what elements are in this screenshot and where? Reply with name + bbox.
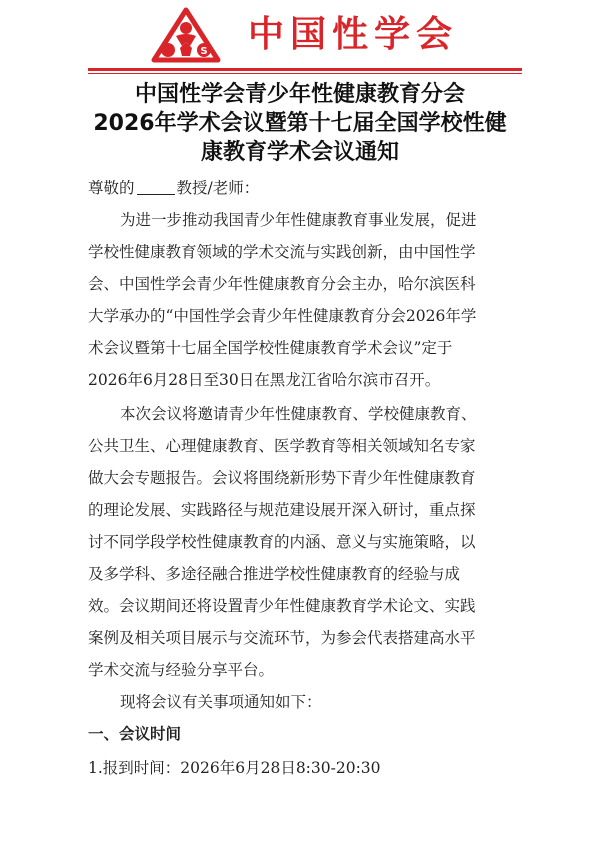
name-blank [137, 180, 175, 195]
letterhead [150, 6, 470, 64]
letterhead-rule-thick [88, 68, 522, 71]
salutation [88, 178, 259, 198]
p2-line: 效。会议期间还将设置青少年性健康教育学术论文、实践 [88, 597, 476, 615]
p1-line: 术会议暨第十七届全国学校性健康教育学术会议”定于 [88, 339, 453, 357]
salutation-suffix: 教授/老师： [176, 179, 260, 197]
section-item: 1.报到时间：2026年6月28日8:30-20:30 [88, 759, 381, 777]
p2-line: 做大会专题报告。会议将围绕新形势下青少年性健康教育 [88, 469, 476, 487]
p2-line: 讨不同学段学校性健康教育的内涵、意义与实施策略，以 [88, 533, 476, 551]
logo-badge: S [200, 46, 208, 57]
p1-line: 会、中国性学会青少年性健康教育分会主办，哈尔滨医科 [88, 275, 476, 293]
notice-title [60, 80, 540, 167]
p3-line: 现将会议有关事项通知如下： [120, 693, 322, 711]
p2-line: 学术交流与经验分享平台。 [88, 661, 275, 679]
p1-line: 大学承办的“中国性学会青少年性健康教育分会2026年学 [88, 307, 477, 325]
p2-line: 本次会议将邀请青少年性健康教育、学校健康教育、 [120, 405, 477, 423]
p1-line: 学校性健康教育领域的学术交流与实践创新，由中国性学 [88, 243, 476, 261]
society-logo-icon [150, 6, 222, 64]
p2-line: 公共卫生、心理健康教育、医学教育等相关领域知名专家 [88, 437, 476, 455]
org-name: 中国性学会 [248, 13, 459, 55]
section-heading: 一、会议时间 [88, 725, 182, 743]
p1-line: 2026年6月28日至30日在黑龙江省哈尔滨市召开。 [88, 371, 441, 389]
title-line-2: 2026年学术会议暨第十七届全国学校性健 [93, 111, 507, 136]
letterhead-rule-thin [88, 73, 522, 74]
p2-line: 的理论发展、实践路径与规范建设展开深入研讨，重点探 [88, 501, 476, 519]
p2-line: 及多学科、多途径融合推进学校性健康教育的经验与成 [88, 565, 461, 583]
p2-line: 案例及相关项目展示与交流环节，为参会代表搭建高水平 [88, 629, 476, 647]
p1-line: 为进一步推动我国青少年性健康教育事业发展，促进 [120, 211, 477, 229]
salutation-prefix: 尊敬的 [88, 179, 135, 197]
title-line-1: 中国性学会青少年性健康教育分会 [134, 82, 465, 107]
title-line-3: 康教育学术会议通知 [200, 140, 399, 165]
